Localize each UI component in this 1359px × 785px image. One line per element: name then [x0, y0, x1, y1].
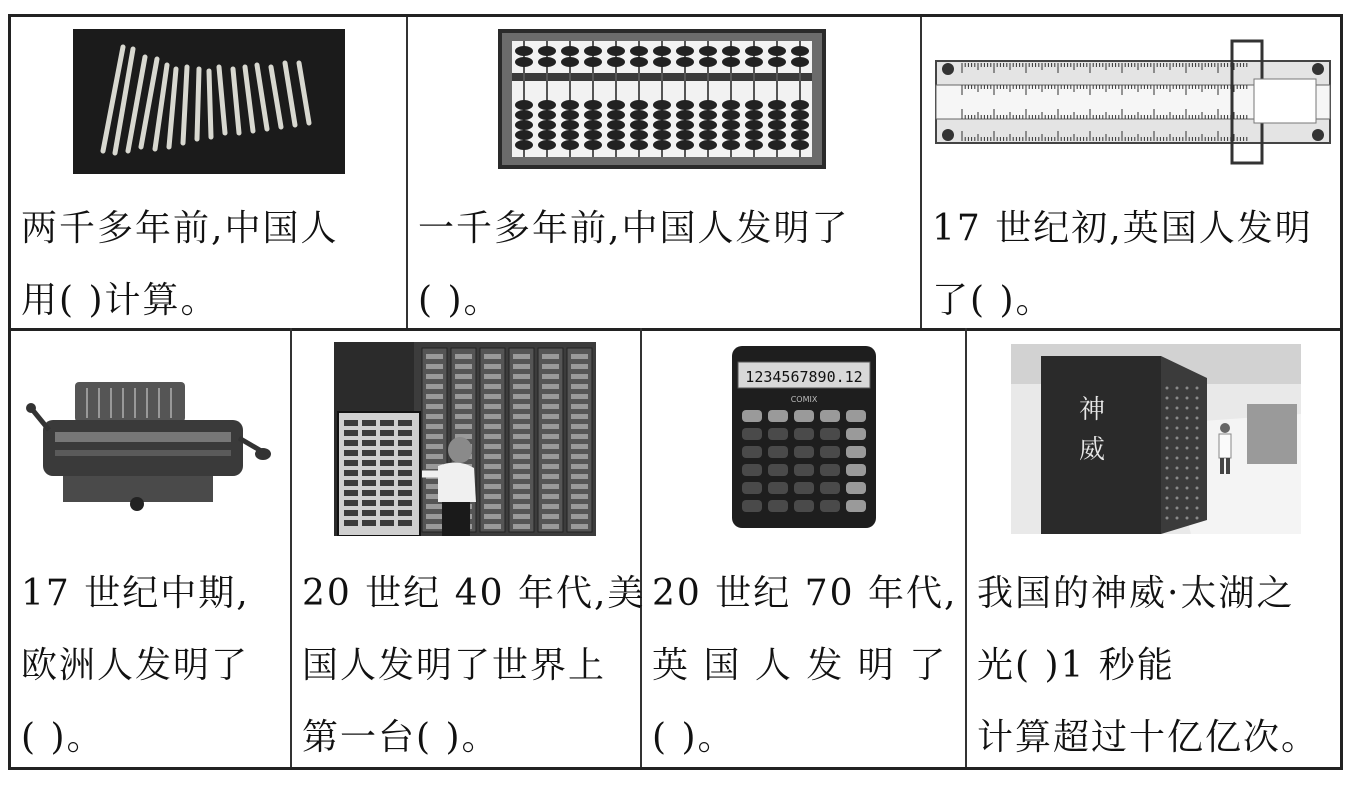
cell-text [418, 193, 914, 337]
slide-rule-photo [932, 39, 1334, 165]
abacus-photo [498, 29, 826, 169]
text-line: 欧洲人发明了 [21, 645, 250, 686]
electronic-calculator-image [730, 344, 878, 530]
sunway-char-1: 神 [1079, 395, 1106, 425]
text-line: 我国的神威·太湖之 [977, 573, 1295, 614]
supercomputer-image [1011, 344, 1301, 534]
counting-rods-image [73, 29, 345, 174]
cell-counting-rods [11, 17, 408, 328]
text-line: 用( )计算。 [21, 280, 219, 321]
cell-slide-rule [922, 17, 1340, 328]
cell-text [652, 558, 959, 774]
calculator-display-text: 1234567890.12 [745, 368, 863, 386]
abacus-image [498, 29, 826, 169]
text-line: 两千多年前,中国人 [21, 208, 339, 249]
text-line: ( )。 [21, 717, 105, 758]
text-line: 17 世纪中期, [21, 573, 250, 614]
text-line: 光( )1 秒能 [977, 645, 1175, 686]
text-line: 20 世纪 40 年代,美 [302, 573, 646, 614]
slide-rule-image [932, 39, 1334, 165]
counting-rods-photo [73, 29, 345, 174]
text-line: 17 世纪初,英国人发明 [932, 208, 1313, 249]
mechanical-calculator-photo [25, 368, 273, 518]
cell-text [21, 558, 284, 774]
cell-electronic-calculator [642, 328, 967, 767]
cell-mechanical-calculator [11, 328, 292, 767]
text-line: 国人发明了世界上 [302, 645, 607, 686]
eniac-image [334, 342, 596, 536]
text-line: 了( )。 [932, 280, 1054, 321]
sunway-taihulight-supercomputer-photo [1011, 344, 1301, 534]
table-row-1 [11, 17, 1340, 331]
text-line: 第一台( )。 [302, 717, 500, 758]
calculator-brand-text: COMIX [790, 395, 818, 404]
cell-text [302, 558, 646, 774]
mechanical-calculator-image [25, 368, 273, 518]
cell-supercomputer [967, 328, 1340, 767]
inventions-table [8, 14, 1343, 770]
text-line: 20 世纪 70 年代, [652, 573, 958, 614]
electronic-calculator-photo [730, 344, 878, 530]
table-row-2 [11, 328, 1340, 767]
cell-text [977, 558, 1334, 774]
cell-eniac [292, 328, 646, 767]
cell-abacus [408, 17, 922, 328]
text-line: ( )。 [652, 717, 736, 758]
cell-text [21, 193, 400, 337]
text-line: 计算超过十亿亿次。 [977, 717, 1320, 758]
cell-text [932, 193, 1334, 337]
text-line: 英 国 人 发 明 了 [652, 645, 948, 686]
sunway-char-2: 威 [1079, 435, 1106, 465]
text-line: 一千多年前,中国人发明了 [418, 208, 850, 249]
text-line: ( )。 [418, 280, 502, 321]
eniac-computer-photo [334, 342, 596, 536]
